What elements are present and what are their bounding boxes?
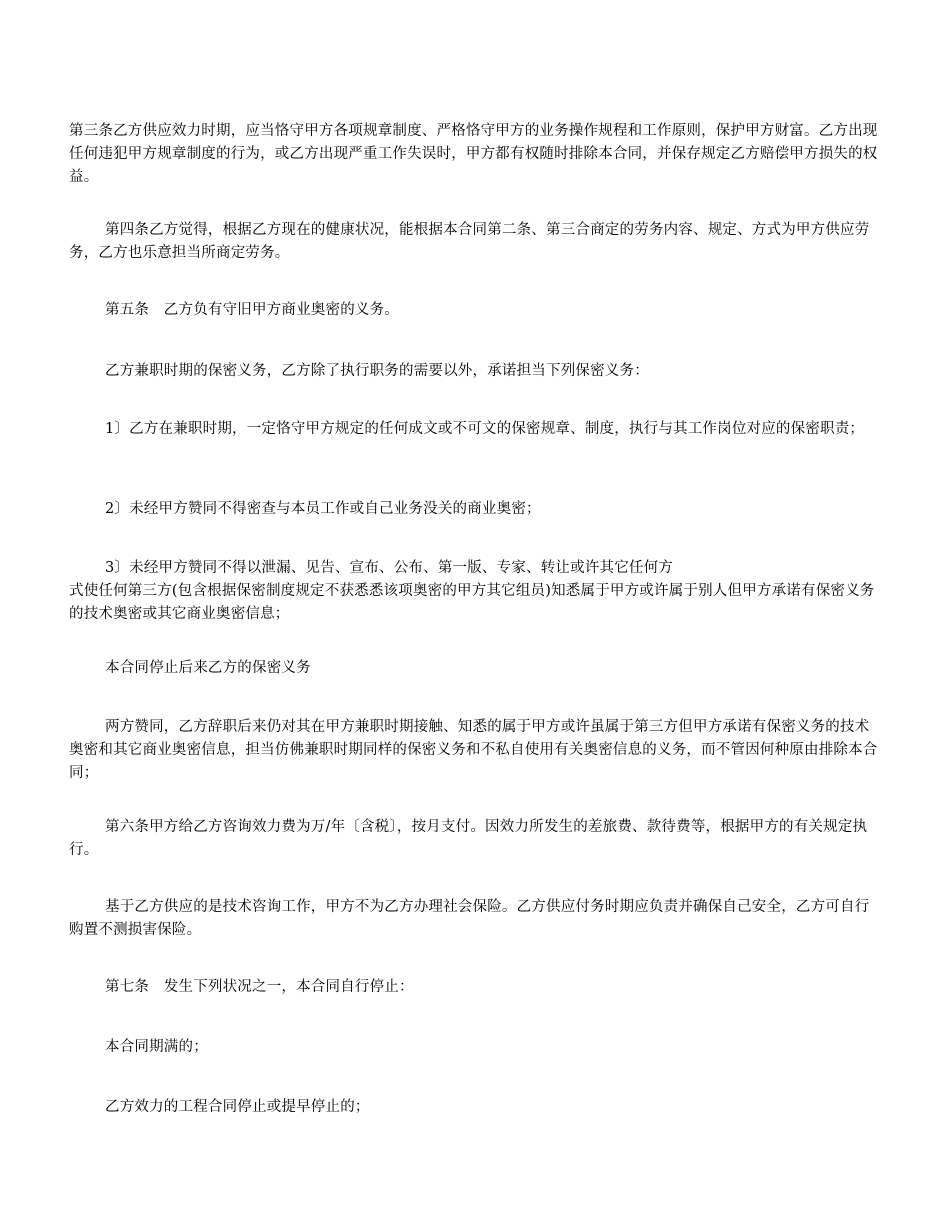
paragraph-post-termination-body bbox=[69, 716, 880, 785]
paragraph-confidentiality-intro bbox=[69, 360, 880, 383]
paragraph-line: 基于乙方供应的是技术咨询工作，甲方不为乙方办理社会保险。乙方供应付务时期应负责并确保自己安全，乙方可自行购置不测损害保险。 bbox=[69, 899, 870, 938]
paragraph-line: 式使任何第三方(包含根据保密制度规定不获悉悉该项奥密的甲方其它组员)知悉属于甲方或许属于别人但甲方承诺有保密义务的技术奥密或其它商业奥密信息； bbox=[69, 583, 875, 622]
paragraph-article-7-item-2 bbox=[69, 1096, 880, 1119]
paragraph-article-6 bbox=[69, 816, 880, 862]
paragraph-line: 1〕乙方在兼职时期，一定恪守甲方规定的任何成文或不可文的保密规章、制度，执行与其工作岗位对应的保密职责； bbox=[105, 421, 865, 437]
paragraph-insurance bbox=[69, 896, 880, 942]
paragraph-article-3 bbox=[69, 120, 880, 189]
paragraph-line: 两方赞同，乙方辞职后来仍对其在甲方兼职时期接触、知悉的属于甲方或许虽属于第三方但甲方承诺有保密义务的技术奥密和其它商业奥密信息，担当仿佛兼职时期同样的保密义务和不私自使用有关奥密信息的义务，而不管因何种原由排除本合同； bbox=[69, 719, 878, 781]
paragraph-line: 第三条乙方供应效力时期，应当恪守甲方各项规章制度、严格恪守甲方的业务操作规程和工作原则，保护甲方财富。乙方出现任何违犯甲方规章制度的行为，或乙方出现严重工作失误时，甲方都有权随时排除本合同，并保存规定乙方赔偿甲方损失的权益。 bbox=[69, 123, 878, 185]
paragraph-article-7-item-1 bbox=[69, 1036, 880, 1059]
paragraph-article-5 bbox=[69, 299, 880, 322]
paragraph-line: 第五条 乙方负有守旧甲方商业奥密的义务。 bbox=[105, 302, 399, 318]
paragraph-confidentiality-item-1 bbox=[69, 418, 880, 441]
paragraph-post-termination-title bbox=[69, 657, 880, 680]
paragraph-line: 第七条 发生下列状况之一，本合同自行停止： bbox=[105, 979, 414, 995]
paragraph-article-4 bbox=[69, 219, 880, 265]
paragraph-confidentiality-item-2 bbox=[69, 498, 880, 521]
paragraph-line: 乙方兼职时期的保密义务，乙方除了执行职务的需要以外，承诺担当下列保密义务： bbox=[105, 363, 649, 379]
paragraph-article-7 bbox=[69, 976, 880, 999]
paragraph-line: 第六条甲方给乙方咨询效力费为万/年〔含税〕，按月支付。因效力所发生的差旅费、款待费等，根据甲方的有关规定执行。 bbox=[69, 819, 868, 858]
paragraph-line: 本合同停止后来乙方的保密义务 bbox=[105, 660, 311, 676]
paragraph-line: 2〕未经甲方赞同不得密查与本员工作或自己业务没关的商业奥密； bbox=[105, 501, 541, 517]
paragraph-confidentiality-item-3 bbox=[69, 557, 880, 626]
paragraph-line: 第四条乙方觉得，根据乙方现在的健康状况，能根据本合同第二条、第三合商定的劳务内容、规定、方式为甲方供应劳务，乙方也乐意担当所商定劳务。 bbox=[69, 222, 870, 261]
paragraph-line: 本合同期满的； bbox=[105, 1039, 208, 1055]
paragraph-line: 3〕未经甲方赞同不得以泄漏、见告、宣布、公布、第一版、专家、转让或许其它任何方 bbox=[105, 560, 674, 576]
paragraph-line: 乙方效力的工程合同停止或提早停止的； bbox=[105, 1099, 370, 1115]
